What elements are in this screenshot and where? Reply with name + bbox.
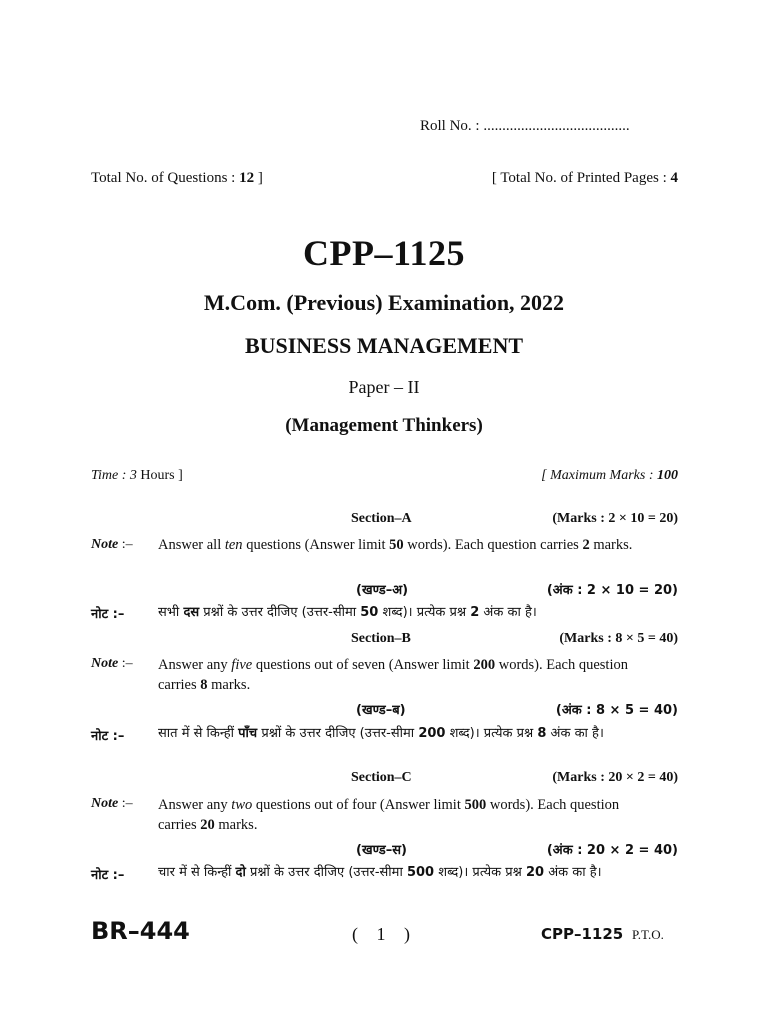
note-text: शब्द)। प्रत्येक प्रश्न xyxy=(434,865,526,880)
note-text: marks. xyxy=(214,817,258,833)
section-c-title: Section–C xyxy=(351,770,412,785)
section-a-note-label xyxy=(91,537,133,553)
time-allowed xyxy=(91,468,183,484)
section-c-hindi-marks: (अंक : 20 × 2 = 40) xyxy=(546,843,678,858)
section-b-hindi-title: (खण्ड–ब) xyxy=(356,703,406,718)
maximum-marks xyxy=(541,468,678,484)
paper-topic: (Management Thinkers) xyxy=(285,415,483,436)
section-b-note-text xyxy=(158,655,652,695)
note-label: Note xyxy=(91,656,119,671)
marks-each: 2 xyxy=(582,537,590,553)
section-a-marks: (Marks : 2 × 10 = 20) xyxy=(552,511,678,526)
note-emphasis: ten xyxy=(224,537,243,553)
note-text: words). Each question carries xyxy=(158,797,620,833)
note-text: अंक का है। xyxy=(544,865,602,880)
marks-each: 20 xyxy=(200,817,215,833)
note-text: questions out of seven (Answer limit xyxy=(252,657,474,673)
note-text: words). Each question carries xyxy=(403,537,583,553)
word-limit: 200 xyxy=(418,726,446,741)
word-limit: 50 xyxy=(360,605,379,620)
time-unit: Hours ] xyxy=(136,468,183,483)
note-separator: :– xyxy=(118,537,133,552)
section-b-title: Section–B xyxy=(351,631,411,646)
note-text: questions out of four (Answer limit xyxy=(252,797,465,813)
note-emphasis: five xyxy=(231,657,253,673)
section-b-hindi-marks: (अंक : 8 × 5 = 40) xyxy=(555,703,678,718)
exam-title: M.Com. (Previous) Examination, 2022 xyxy=(203,290,565,315)
section-b-marks: (Marks : 8 × 5 = 40) xyxy=(559,631,678,646)
note-emphasis: two xyxy=(231,797,253,813)
section-c-note-label xyxy=(91,796,133,812)
page-number: ( 1 ) xyxy=(352,924,410,944)
paper-code-title: CPP–1125 xyxy=(303,233,465,273)
section-c-marks: (Marks : 20 × 2 = 40) xyxy=(552,770,678,785)
note-emphasis: पाँच xyxy=(238,726,258,741)
time-label: Time : xyxy=(91,468,130,483)
marks-each: 2 xyxy=(470,605,480,620)
note-text: शब्द)। प्रत्येक प्रश्न xyxy=(445,726,538,741)
section-c-hindi-title: (खण्ड–स) xyxy=(356,843,407,858)
total-pages-label: [ Total No. of Printed Pages : xyxy=(491,170,671,186)
word-limit: 200 xyxy=(473,657,496,673)
note-text: words). Each question carries xyxy=(158,657,628,693)
total-pages-value: 4 xyxy=(670,170,678,186)
section-c-note-text xyxy=(158,795,652,835)
note-text: प्रश्नों के उत्तर दीजिए (उत्तर-सीमा xyxy=(199,605,361,620)
note-separator: :– xyxy=(118,796,133,811)
time-value: 3 xyxy=(129,468,137,483)
note-text: marks. xyxy=(207,677,251,693)
marks-each: 8 xyxy=(200,677,208,693)
note-text: अंक का है। xyxy=(546,726,604,741)
section-c-hindi-note-label: नोट :– xyxy=(91,868,125,883)
section-a-hindi-note-text xyxy=(158,603,652,623)
max-marks-label: [ Maximum Marks : xyxy=(541,468,657,483)
total-questions-label: Total No. of Questions : xyxy=(91,170,240,186)
section-b-note-label xyxy=(91,656,133,672)
note-separator: :– xyxy=(118,656,133,671)
note-text: Answer any xyxy=(158,797,232,813)
section-a-note-text xyxy=(158,535,652,555)
note-label: Note xyxy=(91,537,119,552)
total-questions-value: 12 xyxy=(239,170,255,186)
note-text: Answer any xyxy=(158,657,232,673)
total-questions-suffix: ] xyxy=(254,170,263,186)
section-b-hindi-note-text xyxy=(158,724,652,744)
note-text: सात में से किन्हीं xyxy=(158,726,239,741)
note-text: marks. xyxy=(589,537,633,553)
paper-number: Paper – II xyxy=(348,377,420,397)
section-a-title: Section–A xyxy=(351,511,412,526)
word-limit: 50 xyxy=(389,537,404,553)
note-text: चार में से किन्हीं xyxy=(158,865,236,880)
note-text: प्रश्नों के उत्तर दीजिए (उत्तर-सीमा xyxy=(257,726,419,741)
total-questions xyxy=(91,170,263,187)
note-text: questions (Answer limit xyxy=(242,537,390,553)
max-marks-value: 100 xyxy=(657,468,678,483)
section-b-hindi-note-label: नोट :– xyxy=(91,729,125,744)
note-emphasis: दस xyxy=(183,605,200,620)
word-limit: 500 xyxy=(464,797,487,813)
section-c-hindi-note-text xyxy=(158,863,652,883)
booklet-code: BR–444 xyxy=(91,917,190,945)
note-emphasis: दो xyxy=(235,865,246,880)
marks-each: 8 xyxy=(537,726,547,741)
note-text: Answer all xyxy=(158,537,225,553)
note-text: अंक का है। xyxy=(479,605,537,620)
total-pages xyxy=(492,170,678,187)
footer-paper-code: CPP–1125 xyxy=(541,925,624,943)
note-text: शब्द)। प्रत्येक प्रश्न xyxy=(378,605,471,620)
note-label: Note xyxy=(91,796,119,811)
pto-label: P.T.O. xyxy=(632,927,664,942)
word-limit: 500 xyxy=(406,865,435,880)
marks-each: 20 xyxy=(525,865,545,880)
subject-title: BUSINESS MANAGEMENT xyxy=(244,333,524,358)
section-a-hindi-marks: (अंक : 2 × 10 = 20) xyxy=(546,583,678,598)
note-text: प्रश्नों के उत्तर दीजिए (उत्तर-सीमा xyxy=(245,865,407,880)
roll-number-line: Roll No. : ....................................... xyxy=(420,118,630,134)
section-a-hindi-title: (खण्ड–अ) xyxy=(356,583,409,598)
note-text: सभी xyxy=(158,605,184,620)
section-a-hindi-note-label: नोट :– xyxy=(91,607,125,622)
